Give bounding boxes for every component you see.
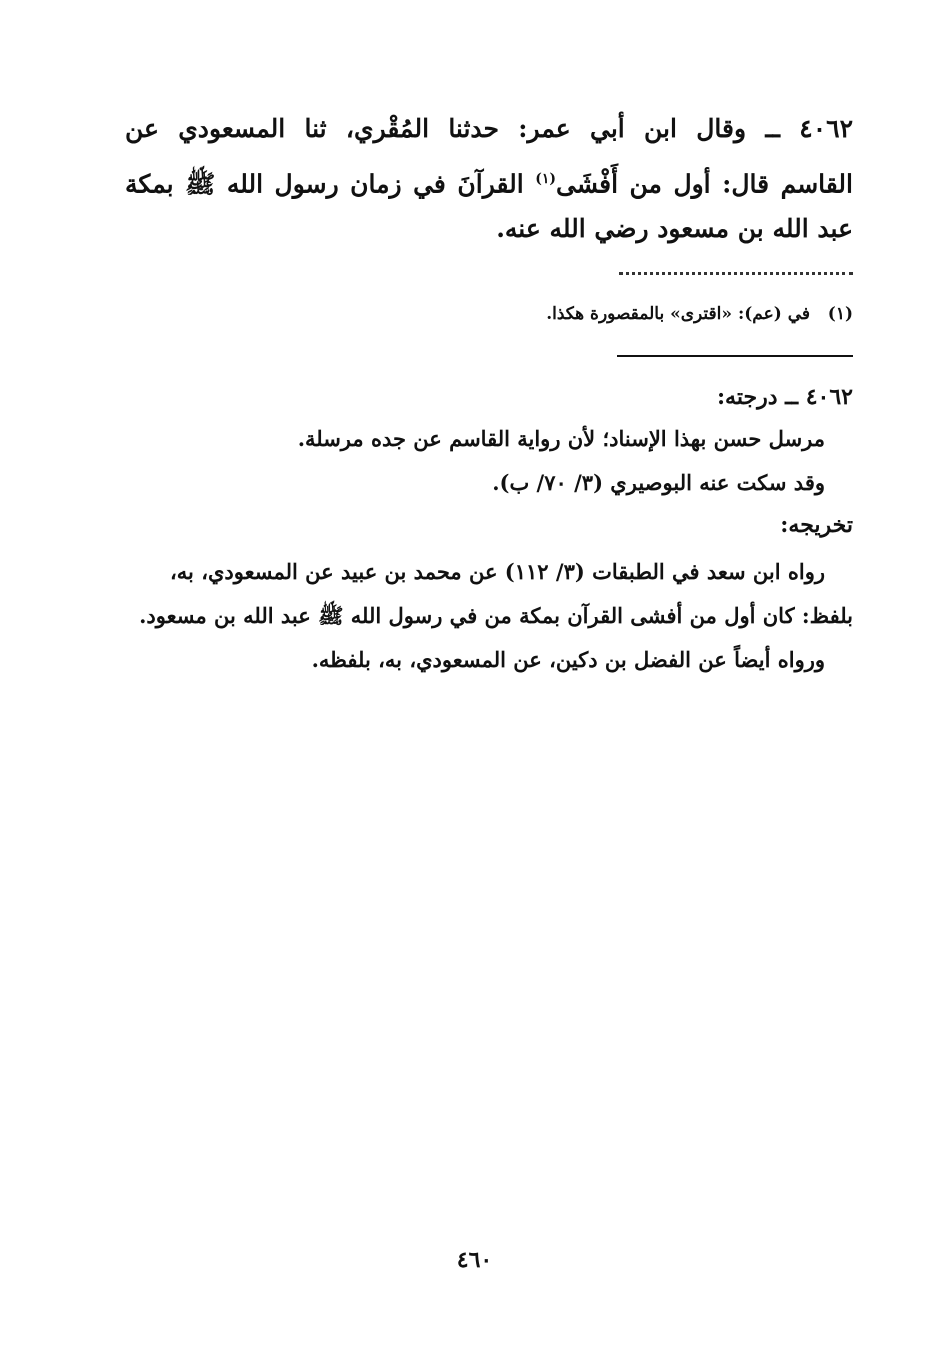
footnote-reference[interactable]: (١): [535, 171, 556, 187]
footnote-text: في (عم): «اقترى» بالمقصورة هكذا.: [546, 304, 810, 324]
takhrij-line-2: بلفظ: كان أول من أفشى القرآن بمكة من في رسول الله ﷺ عبد الله بن مسعود.: [139, 603, 853, 628]
grading-heading: ٤٠٦٢ ــ درجته:: [716, 384, 853, 410]
hadith-line-2-start: القاسم قال: أول من أَفْشَى: [555, 169, 853, 199]
page-number: ٤٦٠: [456, 1247, 493, 1273]
hadith-line-2-end: القرآنَ في زمان رسول الله ﷺ بمكة: [125, 169, 524, 199]
footnote-separator-dots: [619, 272, 853, 279]
section-divider: [617, 355, 853, 357]
footnote-1: [546, 302, 853, 326]
grading-line-2: وقد سكت عنه البوصيري (٣/ ٧٠/ ب).: [492, 470, 825, 495]
footnote-number: (١): [827, 304, 853, 324]
grading-line-1: مرسل حسن بهذا الإسناد؛ لأن رواية القاسم عن جده مرسلة.: [297, 426, 825, 451]
takhrij-heading: تخريجه:: [780, 512, 853, 538]
takhrij-line-1: رواه ابن سعد في الطبقات (٣/ ١١٢) عن محمد بن عبيد عن المسعودي، به،: [170, 559, 825, 584]
takhrij-line-3: ورواه أيضاً عن الفضل بن دكين، عن المسعودي، به، بلفظه.: [311, 647, 825, 672]
hadith-line-2: [125, 162, 853, 201]
hadith-line-3: عبد الله بن مسعود رضي الله عنه.: [496, 214, 853, 243]
hadith-line-1: ٤٠٦٢ ــ وقال ابن أبي عمر: حدثنا المُقْري، ثنا المسعودي عن: [125, 114, 853, 143]
